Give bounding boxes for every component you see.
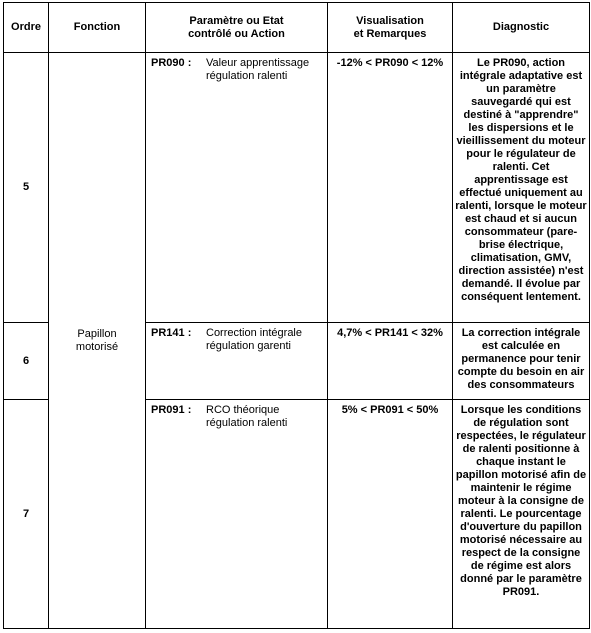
ordre-cell: 5	[4, 53, 49, 323]
fonction-cell	[49, 53, 146, 629]
header-visualisation-text: Visualisation et Remarques	[353, 14, 427, 40]
parametre-cell	[146, 323, 328, 400]
header-row	[4, 3, 590, 53]
header-parametre-text: Paramètre ou Etat contrôlé ou Action	[188, 14, 285, 40]
diagnostic-cell: Lorsque les conditions de régulation sont respectées, le régulateur de ralenti positionne à chaque instant le papillon motorisé afin de maintenir le régime moteur à la consigne de ralenti. Le pourcentage d'ouverture du papillon motorisé nécessaire au respect de la consigne de régime est alors donné par le paramètre PR091.	[453, 400, 590, 629]
param-label: Correction intégrale régulation garenti	[206, 327, 302, 352]
param-code: PR141 :	[151, 327, 192, 339]
param-label: RCO théorique régulation ralenti	[206, 404, 288, 429]
param-code: PR091 :	[151, 404, 192, 416]
header-visualisation	[328, 3, 453, 53]
visualisation-cell: 5% < PR091 < 50%	[328, 400, 453, 629]
diagnostic-cell: La correction intégrale est calculée en permanence pour tenir compte du besoin en air des consommateurs	[453, 323, 590, 400]
header-parametre	[146, 3, 328, 53]
header-diagnostic: Diagnostic	[453, 3, 590, 53]
ordre-cell: 6	[4, 323, 49, 400]
fonction-text: Papillon motorisé	[75, 327, 119, 353]
param-label: Valeur apprentissage régulation ralenti	[206, 57, 310, 82]
visualisation-cell: -12% < PR090 < 12%	[328, 53, 453, 323]
parametre-cell	[146, 400, 328, 629]
param-code: PR090 :	[151, 57, 192, 69]
diagnostic-table	[3, 2, 590, 629]
visualisation-cell: 4,7% < PR141 < 32%	[328, 323, 453, 400]
diagnostic-cell: Le PR090, action intégrale adaptative est un paramètre sauvegardé qui est destiné à "apprendre" les dispersions et le vieillissement du moteur pour le régulateur de ralenti. Cet apprentissage est effectué uniquement au ralenti, lorsque le moteur est chaud et si aucun consommateur (pare-brise électrique, climatisation, GMV, direction assistée) n'est demandé. Il évolue par conséquent lentement.	[453, 53, 590, 323]
header-ordre: Ordre	[4, 3, 49, 53]
parametre-cell	[146, 53, 328, 323]
ordre-cell: 7	[4, 400, 49, 629]
table-row	[4, 53, 590, 323]
header-fonction: Fonction	[49, 3, 146, 53]
